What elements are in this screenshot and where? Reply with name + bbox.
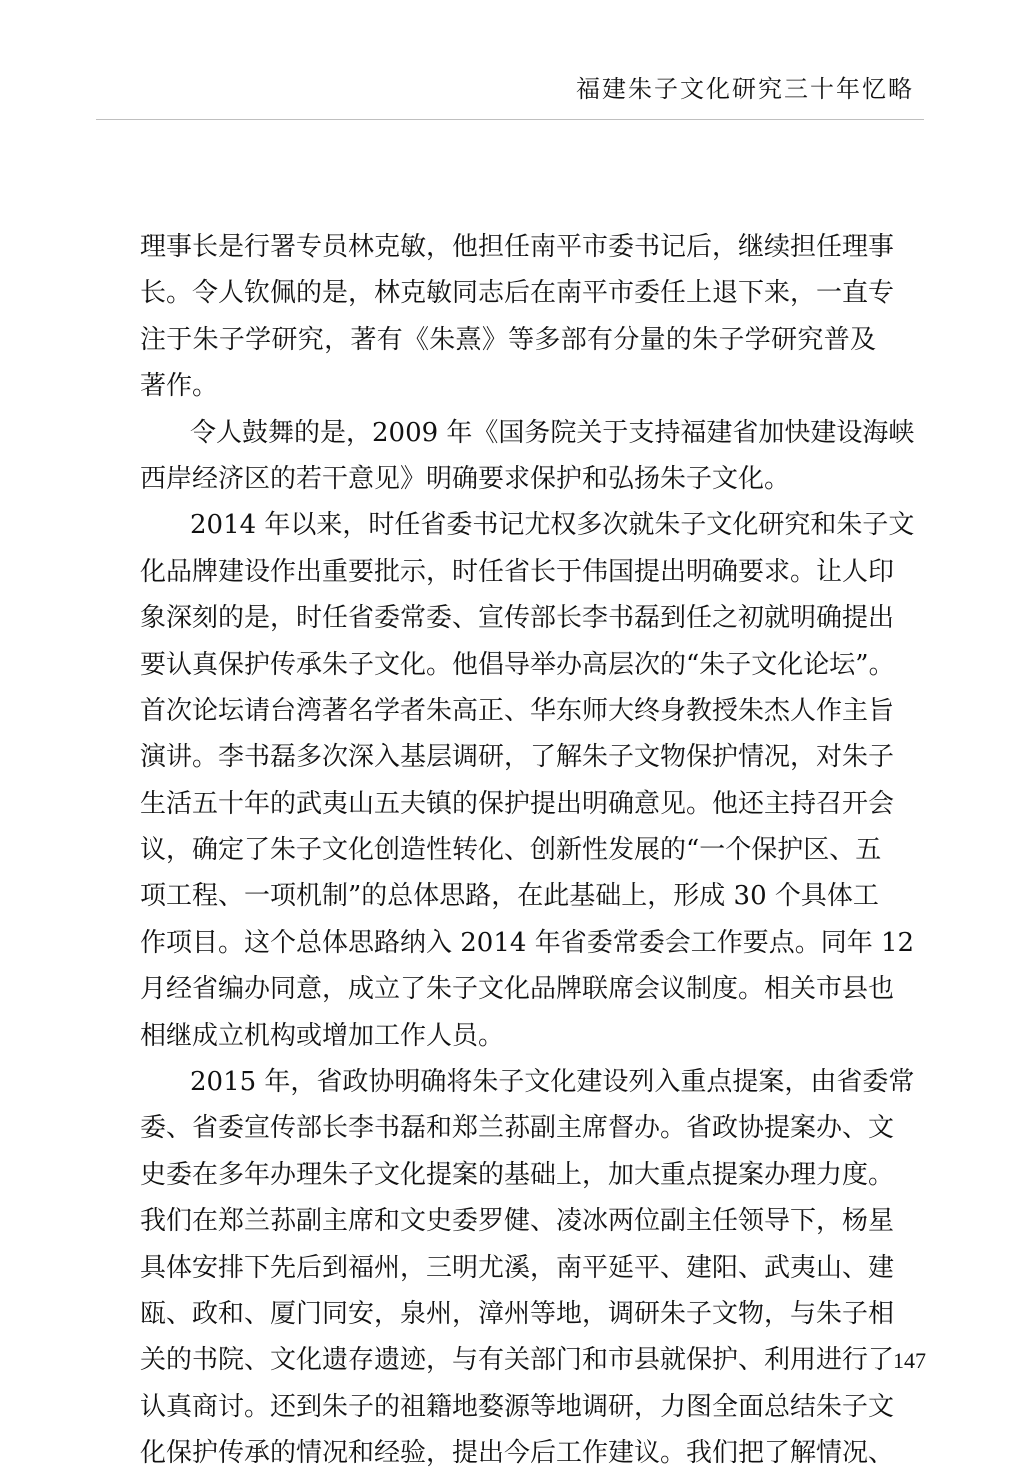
text-line: 注于朱子学研究，著有《朱熹》等多部有分量的朱子学研究普及 bbox=[140, 324, 876, 355]
page-number: 147 bbox=[893, 1348, 926, 1373]
text-line: 首次论坛请台湾著名学者朱高正、华东师大终身教授朱杰人作主旨 bbox=[140, 695, 895, 726]
text-line: 化保护传承的情况和经验，提出今后工作建议。我们把了解情况、 bbox=[140, 1438, 895, 1469]
text-line: 要认真保护传承朱子文化。他倡导举办高层次的“朱子文化论坛”。 bbox=[140, 649, 895, 680]
text-line: 议，确定了朱子文化创造性转化、创新性发展的“一个保护区、五 bbox=[140, 835, 882, 866]
text-line: 瓯、政和、厦门同安，泉州，漳州等地，调研朱子文物，与朱子相 bbox=[140, 1298, 895, 1329]
text-line: 月经省编办同意，成立了朱子文化品牌联席会议制度。相关市县也 bbox=[140, 974, 895, 1005]
text-line: 2015 年，省政协明确将朱子文化建设列入重点提案，由省委常 bbox=[190, 1067, 915, 1098]
text-line: 具体安排下先后到福州，三明尤溪，南平延平、建阳、武夷山、建 bbox=[140, 1252, 895, 1283]
text-line: 委、省委宣传部长李书磊和郑兰荪副主席督办。省政协提案办、文 bbox=[140, 1113, 895, 1144]
text-line: 关的书院、文化遗存遗迹，与有关部门和市县就保护、利用进行了 bbox=[140, 1345, 895, 1376]
text-line: 作项目。这个总体思路纳入 2014 年省委常委会工作要点。同年 12 bbox=[140, 927, 915, 958]
text-line: 著作。 bbox=[140, 371, 219, 402]
text-line: 化品牌建设作出重要批示，时任省长于伟国提出明确要求。让人印 bbox=[140, 556, 895, 587]
text-line: 相继成立机构或增加工作人员。 bbox=[140, 1020, 505, 1051]
text-line: 我们在郑兰荪副主席和文史委罗健、凌冰两位副主任领导下，杨星 bbox=[140, 1206, 895, 1237]
text-line: 长。令人钦佩的是，林克敏同志后在南平市委任上退下来，一直专 bbox=[140, 278, 895, 309]
text-line: 生活五十年的武夷山五夫镇的保护提出明确意见。他还主持召开会 bbox=[140, 788, 895, 819]
text-line: 象深刻的是，时任省委常委、宣传部长李书磊到任之初就明确提出 bbox=[140, 603, 895, 634]
text-line: 西岸经济区的若干意见》明确要求保护和弘扬朱子文化。 bbox=[140, 463, 791, 494]
text-line: 令人鼓舞的是，2009 年《国务院关于支持福建省加快建设海峡 bbox=[190, 417, 915, 448]
running-head-title: 福建朱子文化研究三十年忆略 bbox=[576, 75, 914, 103]
text-line: 演讲。李书磊多次深入基层调研，了解朱子文物保护情况，对朱子 bbox=[140, 742, 895, 773]
text-line: 理事长是行署专员林克敏，他担任南平市委书记后，继续担任理事 bbox=[140, 232, 895, 262]
header-divider bbox=[96, 119, 924, 120]
text-line: 史委在多年办理朱子文化提案的基础上，加大重点提案办理力度。 bbox=[140, 1159, 895, 1190]
text-line: 项工程、一项机制”的总体思路，在此基础上，形成 30 个具体工 bbox=[140, 881, 879, 912]
text-line: 认真商讨。还到朱子的祖籍地婺源等地调研，力图全面总结朱子文 bbox=[140, 1391, 895, 1422]
text-line: 2014 年以来，时任省委书记尤权多次就朱子文化研究和朱子文 bbox=[190, 510, 915, 541]
